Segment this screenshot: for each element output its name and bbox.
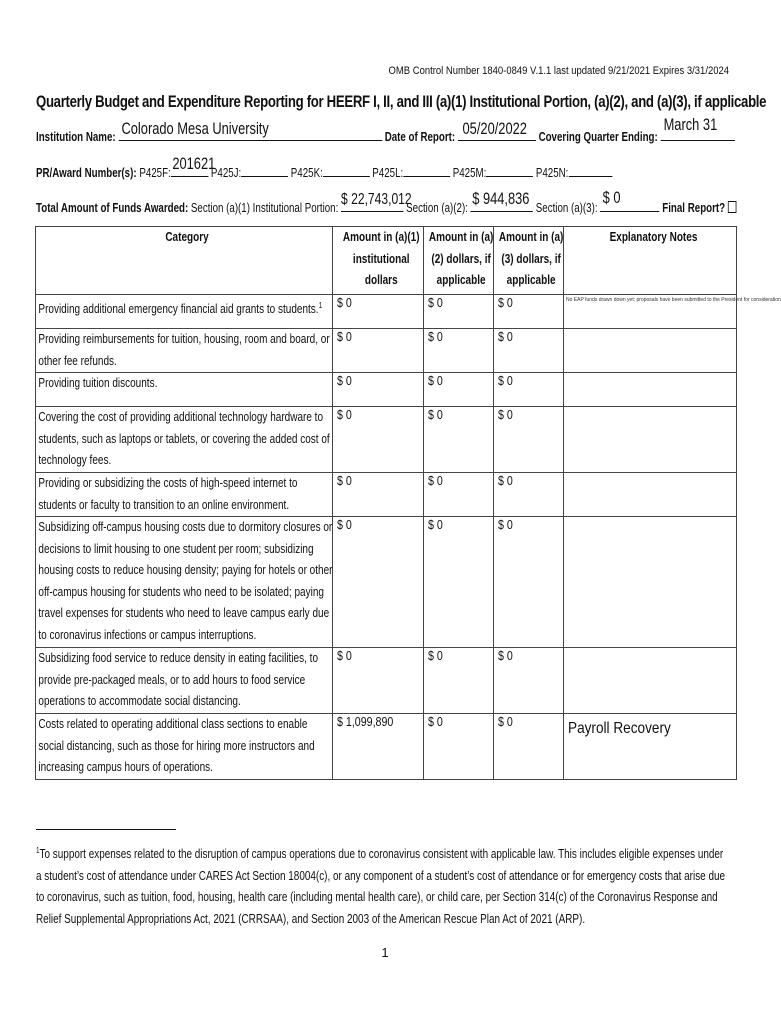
header-category: Category xyxy=(36,227,333,295)
category-cell: Providing reimbursements for tuition, housing, room and board, or other fee refunds. xyxy=(36,329,333,373)
category-cell: Providing tuition discounts. xyxy=(36,373,333,407)
a2-label: Section (a)(2): xyxy=(406,201,468,216)
a1-amount-cell[interactable]: $ 0 xyxy=(333,373,424,407)
final-report-checkbox[interactable] xyxy=(728,201,737,213)
table-row xyxy=(36,714,737,780)
a1-amount-cell[interactable]: $ 0 xyxy=(333,648,424,714)
a2-amount-cell[interactable]: $ 0 xyxy=(424,648,494,714)
a2-amount-cell[interactable]: $ 0 xyxy=(424,329,494,373)
footnote-divider xyxy=(36,829,176,830)
a3-label: Section (a)(3): xyxy=(535,201,598,216)
category-cell: Providing or subsidizing the costs of high-speed internet to students or faculty to transition to an online environment. xyxy=(36,473,333,517)
quarter-field[interactable] xyxy=(660,116,734,141)
p425f-label: P425F: xyxy=(139,166,171,181)
a2-amount-cell[interactable]: $ 0 xyxy=(424,714,494,780)
a3-amount-cell[interactable]: $ 0 xyxy=(494,407,564,473)
a3-amount-cell[interactable]: $ 0 xyxy=(494,473,564,517)
page-number: 1 xyxy=(381,945,389,960)
omb-control-number: OMB Control Number 1840-0849 V.1.1 last updated 9/21/2021 Expires 3/31/2024 xyxy=(388,65,729,77)
header-a3: Amount in (a)(3) dollars, if applicable xyxy=(494,227,564,295)
a1-field[interactable] xyxy=(341,191,412,212)
a2-amount-cell[interactable]: $ 0 xyxy=(424,407,494,473)
date-label: Date of Report: xyxy=(384,130,456,145)
table-row xyxy=(36,407,737,473)
a3-amount-cell[interactable]: $ 0 xyxy=(494,517,564,648)
table-row xyxy=(36,648,737,714)
footnote-ref: 1 xyxy=(318,301,323,310)
a1-amount-cell[interactable]: $ 0 xyxy=(333,329,424,373)
a3-amount-cell[interactable]: $ 0 xyxy=(494,648,564,714)
total-label: Total Amount of Funds Awarded: xyxy=(36,201,189,216)
notes-cell[interactable] xyxy=(564,517,737,648)
notes-cell[interactable] xyxy=(564,373,737,407)
a2-amount-cell[interactable]: $ 0 xyxy=(424,373,494,407)
a3-field[interactable] xyxy=(600,189,659,212)
header-a2: Amount in (a)(2) dollars, if applicable xyxy=(424,227,494,295)
p425m-field[interactable] xyxy=(486,163,533,177)
table-header-row xyxy=(36,227,737,295)
category-cell: Covering the cost of providing additional technology hardware to students, such as laptops or tablets, or covering the added cost of technology fees. xyxy=(36,407,333,473)
date-field[interactable] xyxy=(458,120,536,141)
a1-label: Section (a)(1) Institutional Portion: xyxy=(190,201,339,216)
category-cell: Costs related to operating additional class sections to enable social distancing, such as those for hiring more instructors and increasing campus hours of operations. xyxy=(36,714,333,780)
p425j-label: P425J: xyxy=(210,166,242,181)
a2-amount-cell[interactable]: $ 0 xyxy=(424,517,494,648)
a1-amount-cell[interactable]: $ 0 xyxy=(333,517,424,648)
date-value: 05/20/2022 xyxy=(462,120,527,139)
footnote-marker: 1 xyxy=(36,846,40,855)
table-row xyxy=(36,329,737,373)
p425l-label: P425L: xyxy=(372,166,404,181)
institution-field[interactable] xyxy=(118,120,382,141)
a1-amount-cell[interactable]: $ 1,099,890 xyxy=(333,714,424,780)
p425f-value: 201621 xyxy=(172,155,216,174)
a3-amount-cell[interactable]: $ 0 xyxy=(494,373,564,407)
table-row xyxy=(36,473,737,517)
p425n-label: P425N: xyxy=(535,166,569,181)
notes-cell[interactable]: Payroll Recovery xyxy=(564,714,737,780)
page-title: Quarterly Budget and Expenditure Reporting for HEERF I, II, and III (a)(1) Institutional Portion, (a)(2), and (a)(3), if applicable xyxy=(36,92,767,111)
a3-value: $ 0 xyxy=(602,189,621,208)
budget-table xyxy=(35,226,781,780)
a1-amount-cell[interactable]: $ 0 xyxy=(333,295,424,329)
award-row xyxy=(36,155,612,181)
a2-amount-cell[interactable]: $ 0 xyxy=(424,295,494,329)
notes-cell[interactable] xyxy=(564,648,737,714)
footnote xyxy=(36,840,728,930)
quarter-label: Covering Quarter Ending: xyxy=(538,130,658,145)
p425f-field[interactable] xyxy=(171,155,216,177)
final-report-label: Final Report? xyxy=(662,201,726,216)
institution-label: Institution Name: xyxy=(36,130,116,145)
a3-amount-cell[interactable]: $ 0 xyxy=(494,329,564,373)
category-cell: Subsidizing off-campus housing costs due to dormitory closures or decisions to limit housing to one student per room; subsidizing housing costs to reduce housing density; paying for hotels or other off-campus housing for students who need to be isolated; paying travel expenses for students who need to leave campus early due to coronavirus infections or campus interruptions. xyxy=(36,517,333,648)
a3-amount-cell[interactable]: $ 0 xyxy=(494,295,564,329)
p425k-field[interactable] xyxy=(323,163,370,177)
header-a1: Amount in (a)(1) institutional dollars xyxy=(333,227,424,295)
p425n-field[interactable] xyxy=(568,163,612,177)
pr-label: PR/Award Number(s): xyxy=(36,166,137,181)
a1-amount-cell[interactable]: $ 0 xyxy=(333,407,424,473)
notes-cell[interactable] xyxy=(564,407,737,473)
p425k-label: P425K: xyxy=(290,166,323,181)
a3-amount-cell[interactable]: $ 0 xyxy=(494,714,564,780)
table-row xyxy=(36,295,737,329)
a1-value: $ 22,743,012 xyxy=(341,191,412,209)
funds-row xyxy=(36,189,737,216)
category-cell: Providing additional emergency financial aid grants to students.$^1$ xyxy=(36,295,333,329)
a1-amount-cell[interactable]: $ 0 xyxy=(333,473,424,517)
a2-value: $ 944,836 xyxy=(472,190,530,209)
table-row xyxy=(36,373,737,407)
p425m-label: P425M: xyxy=(452,166,487,181)
institution-value: Colorado Mesa University xyxy=(121,120,269,139)
notes-cell[interactable]: No EAP funds drawn down yet; proposals have been submitted to the President for consideration xyxy=(564,295,737,329)
footnote-text: To support expenses related to the disruption of campus operations due to coronavirus consistent with applicable law. This includes eligible expenses under a student’s cost of attendance under CARES Act Section 18004(c), or any component of a student’s cost of attendance or for emergency costs that arise due to coronavirus, such as tuition, food, housing, health care (including mental health care), or child care, per Section 314(c) of the Coronavirus Response and Relief Supplemental Appropriations Act, 2021 (CRRSAA), and Section 2003 of the American Rescue Plan Act of 2021 (ARP). xyxy=(36,847,726,926)
category-cell: Subsidizing food service to reduce density in eating facilities, to provide pre-packaged meals, or to add hours to food service operations to accommodate social distancing. xyxy=(36,648,333,714)
institution-row xyxy=(36,116,735,145)
header-notes: Explanatory Notes xyxy=(564,227,737,295)
a2-amount-cell[interactable]: $ 0 xyxy=(424,473,494,517)
table-row xyxy=(36,517,737,648)
p425j-field[interactable] xyxy=(241,163,288,177)
notes-cell[interactable] xyxy=(564,329,737,373)
p425l-field[interactable] xyxy=(403,163,450,177)
quarter-value: March 31 xyxy=(663,116,718,135)
notes-cell[interactable] xyxy=(564,473,737,517)
a2-field[interactable] xyxy=(471,190,533,212)
